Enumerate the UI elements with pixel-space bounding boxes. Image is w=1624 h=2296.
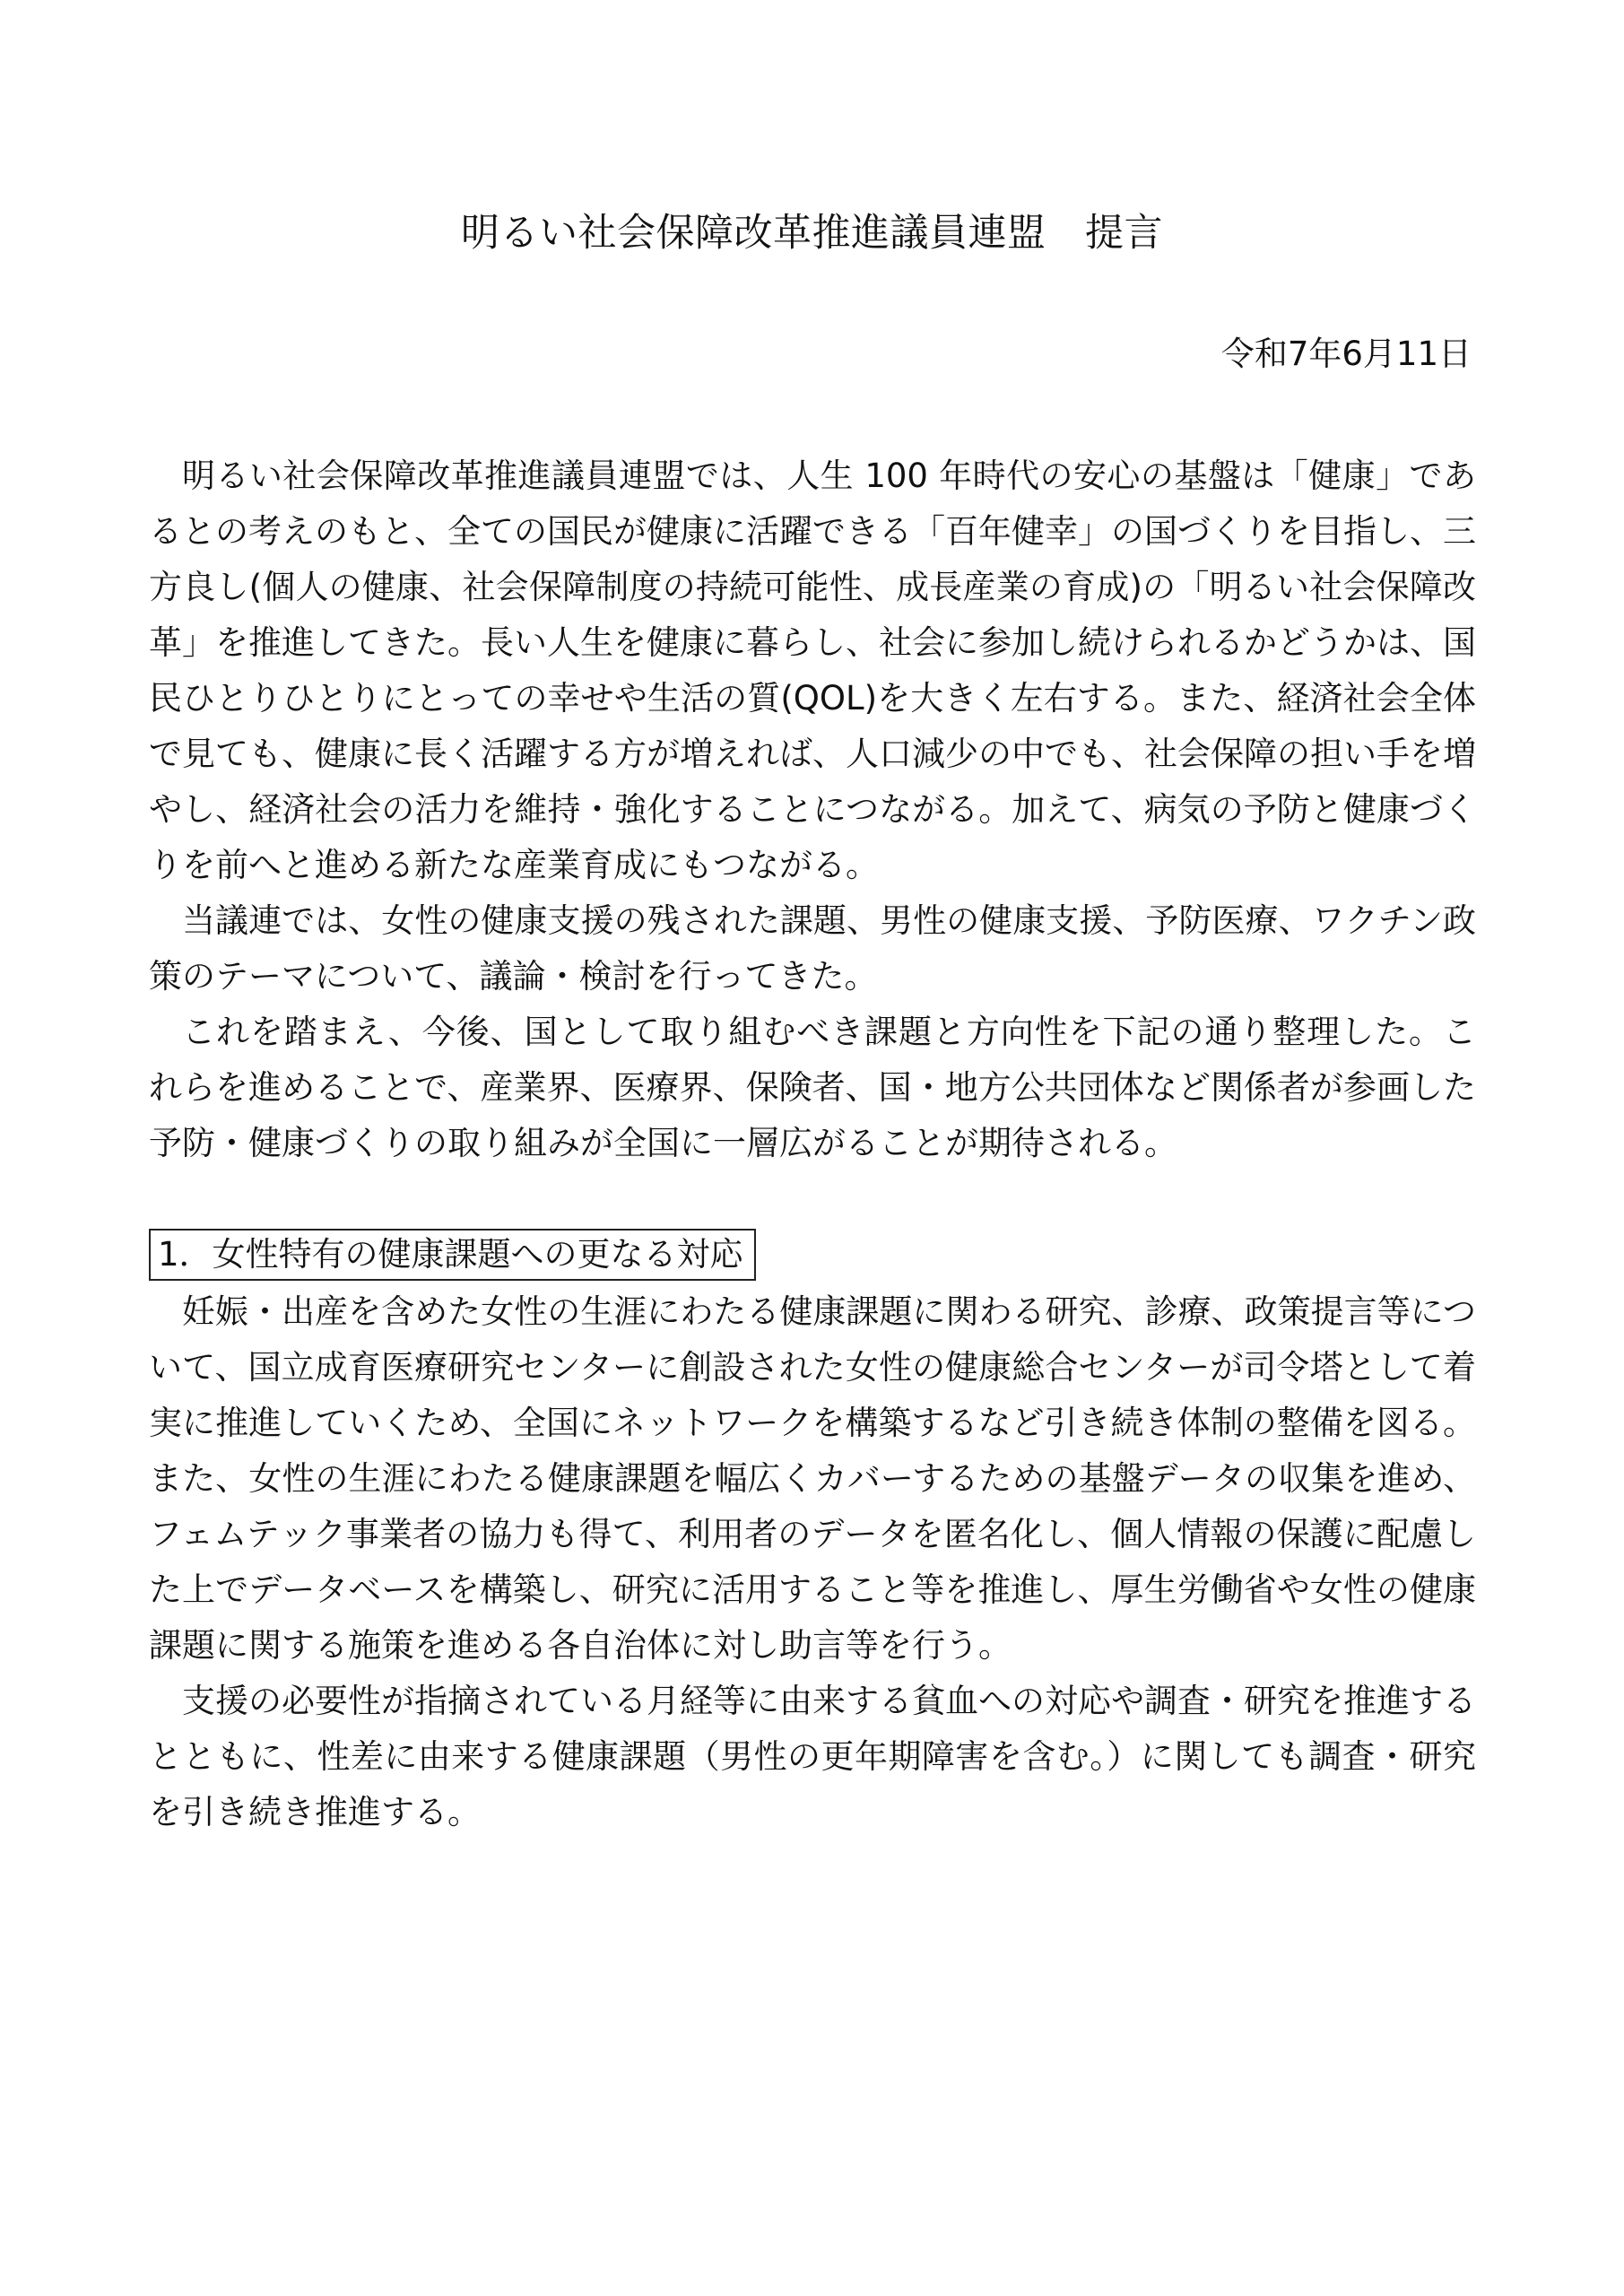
- document-date: 令和7年6月11日: [1220, 335, 1472, 373]
- intro-paragraph: 当議連では、女性の健康支援の残された課題、男性の健康支援、予防医療、ワクチン政策のテーマについて、議論・検討を行ってきた。: [149, 901, 1476, 996]
- section-1-paragraph: 妊娠・出産を含めた女性の生涯にわたる健康課題に関わる研究、診療、政策提言等について、国立成育医療研究センターに創設された女性の健康総合センターが司令塔として着実に推進していくため、全国にネットワークを構築するなど引き続き体制の整備を図る。また、女性の生涯にわたる健康課題を幅広くカバーするための基盤データの収集を進め、フェムテック事業者の協力も得て、利用者のデータを匿名化し、個人情報の保護に配慮した上でデータベースを構築し、研究に活用すること等を推進し、厚生労働省や女性の健康課題に関する施策を進める各自治体に対し助言等を行う。: [149, 1292, 1476, 1665]
- intro-paragraph: 明るい社会保障改革推進議員連盟では、人生 100 年時代の安心の基盤は「健康」であるとの考えのもと、全ての国民が健康に活躍できる「百年健幸」の国づくりを目指し、三方良し(個人の健康、社会保障制度の持続可能性、成長産業の育成)の「明るい社会保障改革」を推進してきた。長い人生を健康に暮らし、社会に参加し続けられるかどうかは、国民ひとりひとりにとっての幸せや生活の質(QOL)を大きく左右する。また、経済社会全体で見ても、健康に長く活躍する方が増えれば、人口減少の中でも、社会保障の担い手を増やし、経済社会の活力を維持・強化することにつながる。加えて、病気の予防と健康づくりを前へと進める新たな産業育成にもつながる。: [149, 457, 1476, 884]
- intro-paragraph: これを踏まえ、今後、国として取り組むべき課題と方向性を下記の通り整理した。これらを進めることで、産業界、医療界、保険者、国・地方公共団体など関係者が参画した予防・健康づくりの取り組みが全国に一層広がることが期待される。: [149, 1013, 1476, 1162]
- section-1-heading: 1．女性特有の健康課題への更なる対応: [149, 1229, 756, 1281]
- document-body: [149, 448, 1476, 1840]
- section-1: [149, 1227, 1476, 1840]
- section-1-paragraph: 支援の必要性が指摘されている月経等に由来する貧血への対応や調査・研究を推進するとともに、性差に由来する健康課題（男性の更年期障害を含む。）に関しても調査・研究を引き続き推進する。: [149, 1682, 1476, 1831]
- document-title: 明るい社会保障改革推進議員連盟 提言: [461, 211, 1163, 256]
